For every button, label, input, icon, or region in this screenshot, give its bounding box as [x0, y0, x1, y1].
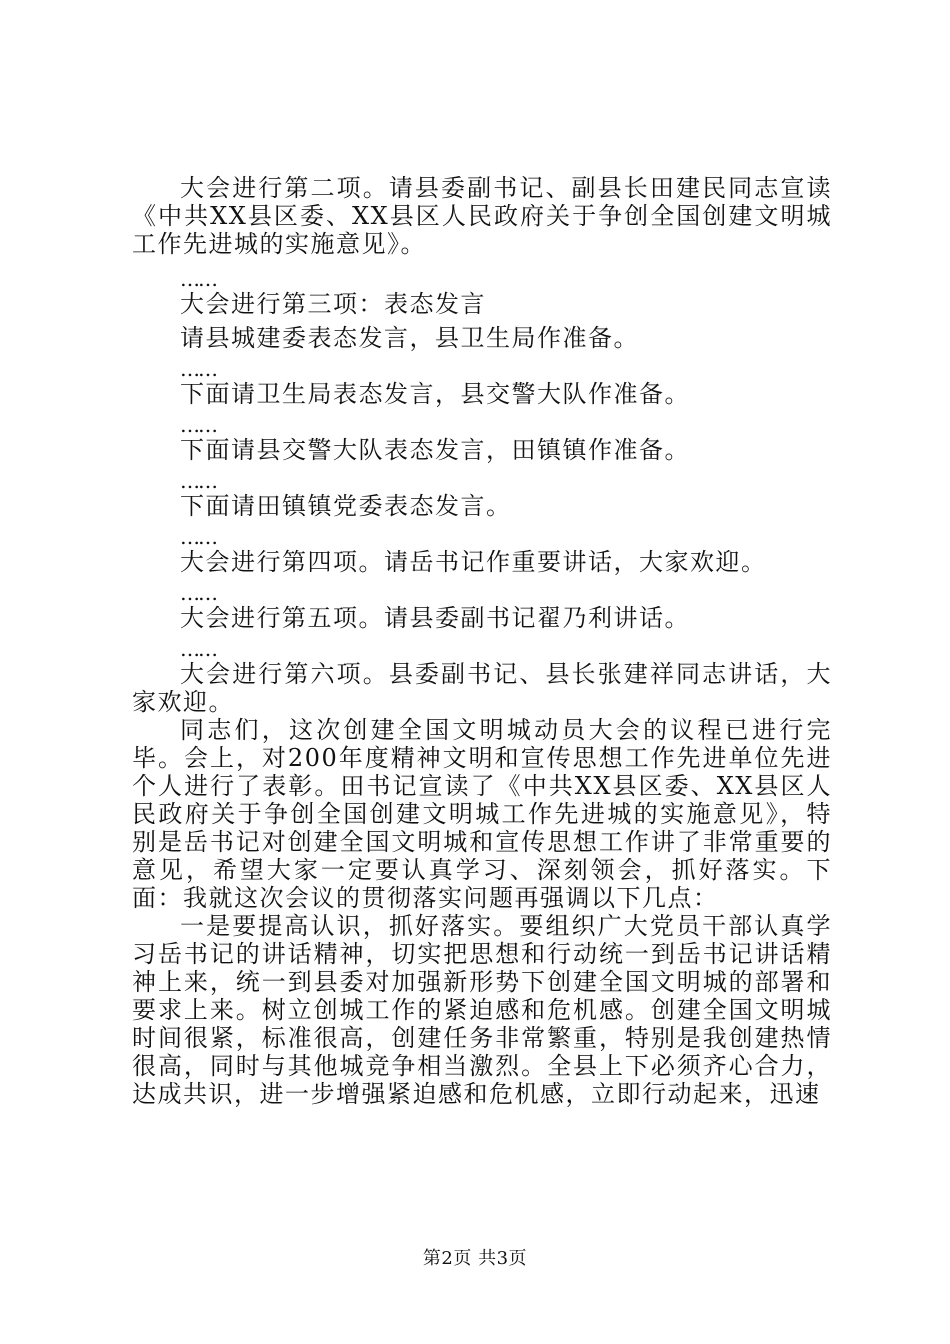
- ellipsis-line: ……: [180, 413, 216, 437]
- ellipsis-line: ……: [180, 525, 216, 549]
- paragraph-summary: 同志们，这次创建全国文明城动员大会的议程已进行完毕。会上，对200年度精神文明和宣传思想工作先进单位先进个人进行了表彰。田书记宣读了《中共XX县区委、XX县区人民政府关于争创全国创建文明城工作先进城的实施意见》，特别是岳书记对创建全国文明城和宣传思想工作讲了非常重要的意见，希望大家一定要认真学习、深刻领会，抓好落实。下面：我就这次会议的贯彻落实问题再强调以下几点：: [132, 716, 832, 912]
- ellipsis-line: ……: [180, 357, 216, 381]
- paragraph-item-2: 大会进行第二项。请县委副书记、副县长田建民同志宣读《中共XX县区委、XX县区人民政府关于争创全国创建文明城工作先进城的实施意见》。: [132, 174, 832, 258]
- paragraph-speaker-2: 下面请卫生局表态发言，县交警大队作准备。: [180, 380, 690, 408]
- ellipsis-line: ……: [180, 637, 216, 661]
- paragraph-item-3-heading: 大会进行第三项：表态发言: [180, 290, 486, 318]
- document-body: [132, 174, 832, 1108]
- ellipsis-line: ……: [180, 267, 216, 291]
- paragraph-point-1: 一是要提高认识，抓好落实。要组织广大党员干部认真学习岳书记的讲话精神，切实把思想和行动统一到岳书记讲话精神上来，统一到县委对加强新形势下创建全国文明城的部署和要求上来。树立创城工作的紧迫感和危机感。创建全国文明城时间很紧，标准很高，创建任务非常繁重，特别是我创建热情很高，同时与其他城竞争相当激烈。全县上下必须齐心合力，达成共识，进一步增强紧迫感和危机感，立即行动起来，迅速: [132, 912, 832, 1108]
- paragraph-item-6: 大会进行第六项。县委副书记、县长张建祥同志讲话，大家欢迎。: [132, 660, 832, 716]
- paragraph-speaker-4: 下面请田镇镇党委表态发言。: [180, 492, 512, 520]
- paragraph-speaker-1: 请县城建委表态发言，县卫生局作准备。: [180, 324, 639, 352]
- ellipsis-line: ……: [180, 469, 216, 493]
- page-number-footer: 第2页 共3页: [422, 1248, 528, 1269]
- paragraph-speaker-3: 下面请县交警大队表态发言，田镇镇作准备。: [180, 436, 690, 464]
- paragraph-item-4: 大会进行第四项。请岳书记作重要讲话，大家欢迎。: [180, 548, 767, 576]
- ellipsis-line: ……: [180, 581, 216, 605]
- paragraph-item-5: 大会进行第五项。请县委副书记翟乃利讲话。: [180, 604, 690, 632]
